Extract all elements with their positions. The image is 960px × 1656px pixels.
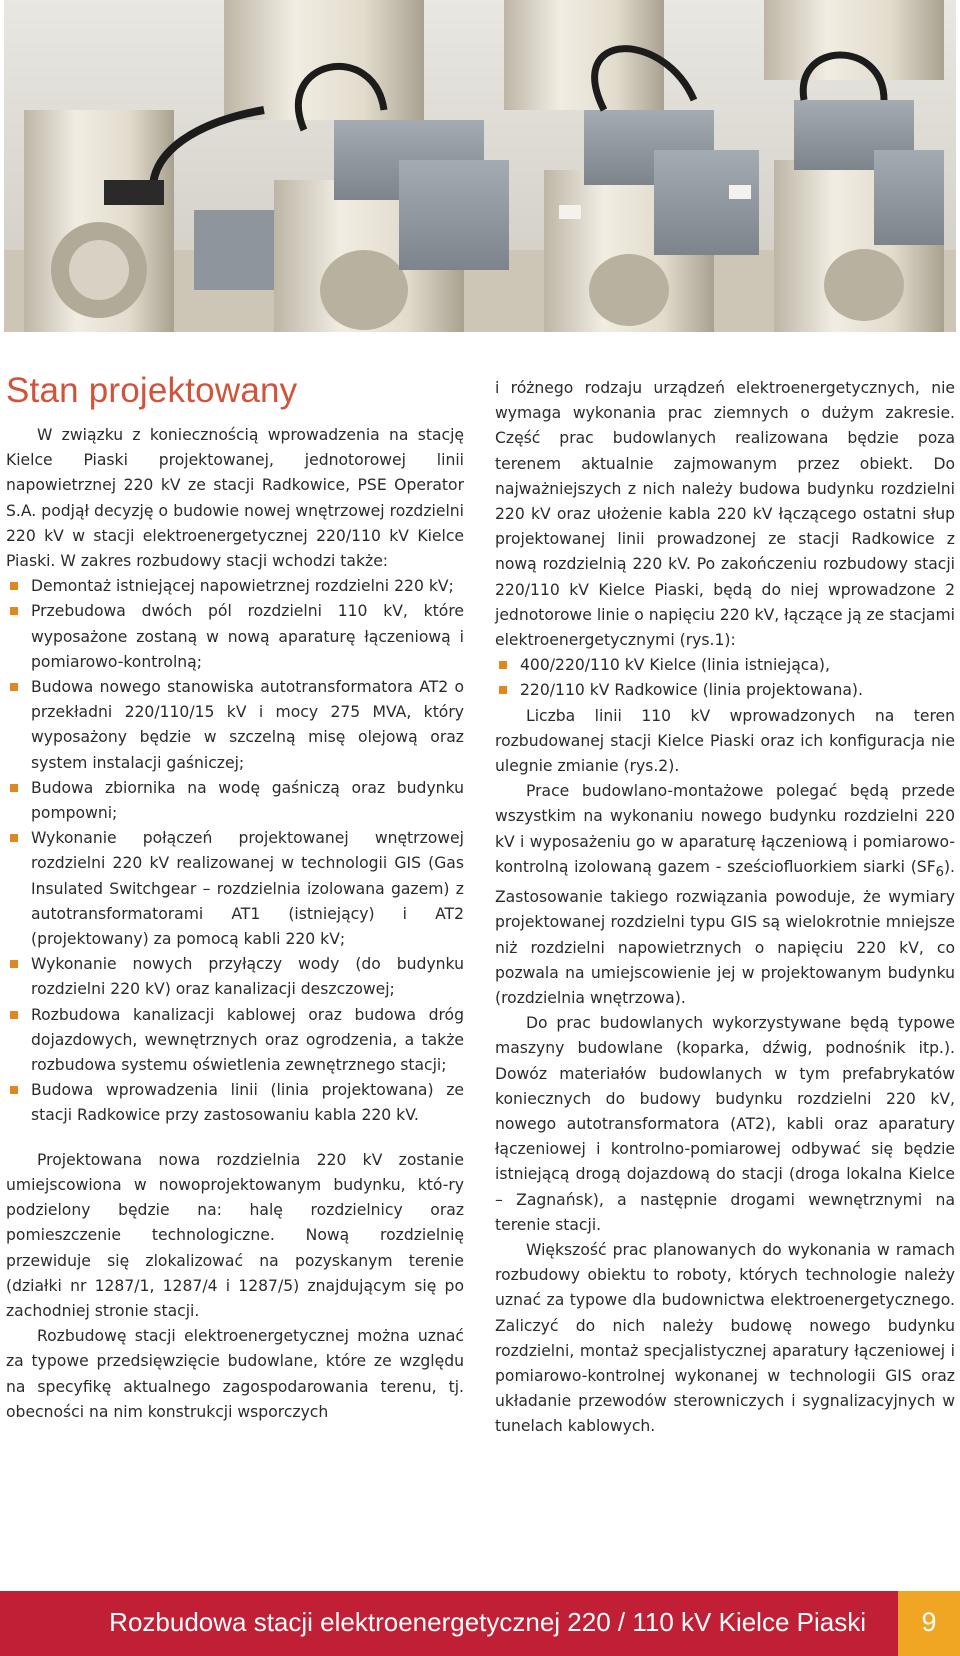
switchgear-photo <box>4 0 956 332</box>
list-item: Budowa wprowadzenia linii (linia projektowana) ze stacji Radkowice przy zastosowaniu kabla 220 kV. <box>6 1078 464 1128</box>
list-item: Budowa nowego stanowiska autotransformatora AT2 o przekładni 220/110/15 kV i mocy 275 MVA, który wyposażony będzie w szczelną misę olejową oraz system instalacji gaśniczej; <box>6 675 464 776</box>
list-item: Demontaż istniejącej napowietrznej rozdzielni 220 kV; <box>6 574 464 599</box>
body-paragraph: Większość prac planowanych do wykonania w ramach rozbudowy obiektu to roboty, których technologie należy uznać za typowe dla budownictwa elektroenergetycznego. Zaliczyć do nich należy budowę nowego budynku rozdzielni, montaż specjalistycznej aparatury łączeniowej i pomiarowo-kontrolnej wykonanej w technologii GIS oraz układanie przewodów sterowniczych i sygnalizacyjnych w tunelach kablowych. <box>495 1241 955 1436</box>
text-run: ). Zastosowanie takiego rozwiązania powoduje, że wymiary projektowanej rozdzielni typu GIS są wielokrotnie mniejsze niż rozdzielni napowietrznych o napięciu 220 kV, co pozwala na umiejscowienie jej w projektowanym budynku (rozdzielnia wnętrzowa). <box>495 857 955 1007</box>
body-paragraph: i różnego rodzaju urządzeń elektroenergetycznych, nie wymaga wykonania prac ziemnych o dużym zakresie. Część prac budowlanych realizowana będzie poza terenem aktualnie zajmowanym przez obiekt. Do najważniejszych z nich należy budowa budynku rozdzielni 220 kV oraz ułożenie kabla 220 kV łączącego ostatni słup projektowanej linii prowadzonej ze stacji Radkowice z nową rozdzielnią 220 kV. Po zakończeniu rozbudowy stacji 220/110 kV Kielce Piaski, będą do niej wprowadzone 2 jednotorowe linie o napięciu 220 kV, łączące ją ze stacjami elektroenergetycznymi (rys.1): <box>495 379 955 650</box>
list-item: Przebudowa dwóch pól rozdzielni 110 kV, które wyposażone zostaną w nową aparaturę łączeniową i pomiarowo-kontrolną; <box>6 599 464 675</box>
subscript: 6 <box>935 864 944 880</box>
page-number: 9 <box>898 1591 960 1656</box>
text-run: Prace budowlano-montażowe polegać będą przede wszystkim na wykonaniu nowego budynku rozdzielni 220 kV i wyposażeniu go w aparaturę łączeniową i pomiarowo-kontrolną izolowaną gazem - sześciofluorkiem siarki (SF <box>495 782 955 876</box>
body-paragraph: Liczba linii 110 kV wprowadzonych na teren rozbudowanej stacji Kielce Piaski oraz ich konfiguracja nie ulegnie zmianie (rys.2). <box>495 706 955 776</box>
left-column <box>6 371 464 1425</box>
footer-title: Rozbudowa stacji elektroenergetycznej 220 / 110 kV Kielce Piaski <box>109 1607 866 1637</box>
scope-list <box>6 574 464 1128</box>
footer-bar <box>0 1591 960 1656</box>
list-item: Wykonanie połączeń projektowanej wnętrzowej rozdzielni 220 kV realizowanej w technologii GIS (Gas Insulated Switchgear – rozdzielnia izolowana gazem) z autotransformatorami AT1 (istniejący) i AT2 (projektowany) za pomocą kabli 220 kV; <box>6 826 464 952</box>
list-item: 220/110 kV Radkowice (linia projektowana). <box>495 678 955 703</box>
intro-paragraph: W związku z koniecznością wprowadzenia na stację Kielce Piaski projektowanej, jednotorowej linii napowietrznej 220 kV ze stacji Radkowice, PSE Operator S.A. podjął decyzję o budowie nowej wnętrzowej rozdzielni 220 kV w stacji elektroenergetycznej 220/110 kV Kielce Piaski. W zakres rozbudowy stacji wchodzi także: <box>6 426 464 571</box>
list-item: Budowa zbiornika na wodę gaśniczą oraz budynku pompowni; <box>6 776 464 826</box>
body-paragraph: Projektowana nowa rozdzielnia 220 kV zostanie umiejscowiona w nowoprojektowanym budynku, któ-ry podzielony będzie na: halę rozdzielnicy oraz pomieszczenie technologiczne. Nową rozdzielnię przewiduje się zlokalizować na pozyskanym terenie (działki nr 1287/1, 1287/4 i 1287/5) znajdującym się po zachodniej stronie stacji. <box>6 1150 464 1320</box>
section-heading: Stan projektowany <box>6 371 298 410</box>
lines-list <box>495 653 955 703</box>
switchgear-illustration <box>4 0 956 332</box>
body-paragraph <box>495 779 955 1011</box>
list-item: 400/220/110 kV Kielce (linia istniejąca), <box>495 653 955 678</box>
right-column <box>495 376 955 1440</box>
body-paragraph: Rozbudowę stacji elektroenergetycznej można uznać za typowe przedsięwzięcie budowlane, które ze względu na specyfikę aktualnego zagospodarowania terenu, tj. obecności na nim konstrukcji wsporczych <box>6 1327 464 1421</box>
list-item: Rozbudowa kanalizacji kablowej oraz budowa dróg dojazdowych, wewnętrznych oraz ogrodzenia, a także rozbudowa systemu oświetlenia zewnętrznego stacji; <box>6 1003 464 1079</box>
list-item: Wykonanie nowych przyłączy wody (do budynku rozdzielni 220 kV) oraz kanalizacji deszczowej; <box>6 952 464 1002</box>
body-paragraph: Do prac budowlanych wykorzystywane będą typowe maszyny budowlane (koparka, dźwig, podnośnik itp.). Dowóz materiałów budowlanych w tym prefabrykatów koniecznych do budowy budynku rozdzielni 220 kV, nowego autotransformatora (AT2), kabli oraz aparatury łączeniowej i kontrolno-pomiarowej odbywać się będzie istniejącą drogą dojazdową do stacji (droga lokalna Kielce – Zagnańsk), a następnie drogami wewnętrznymi na terenie stacji. <box>495 1014 955 1234</box>
